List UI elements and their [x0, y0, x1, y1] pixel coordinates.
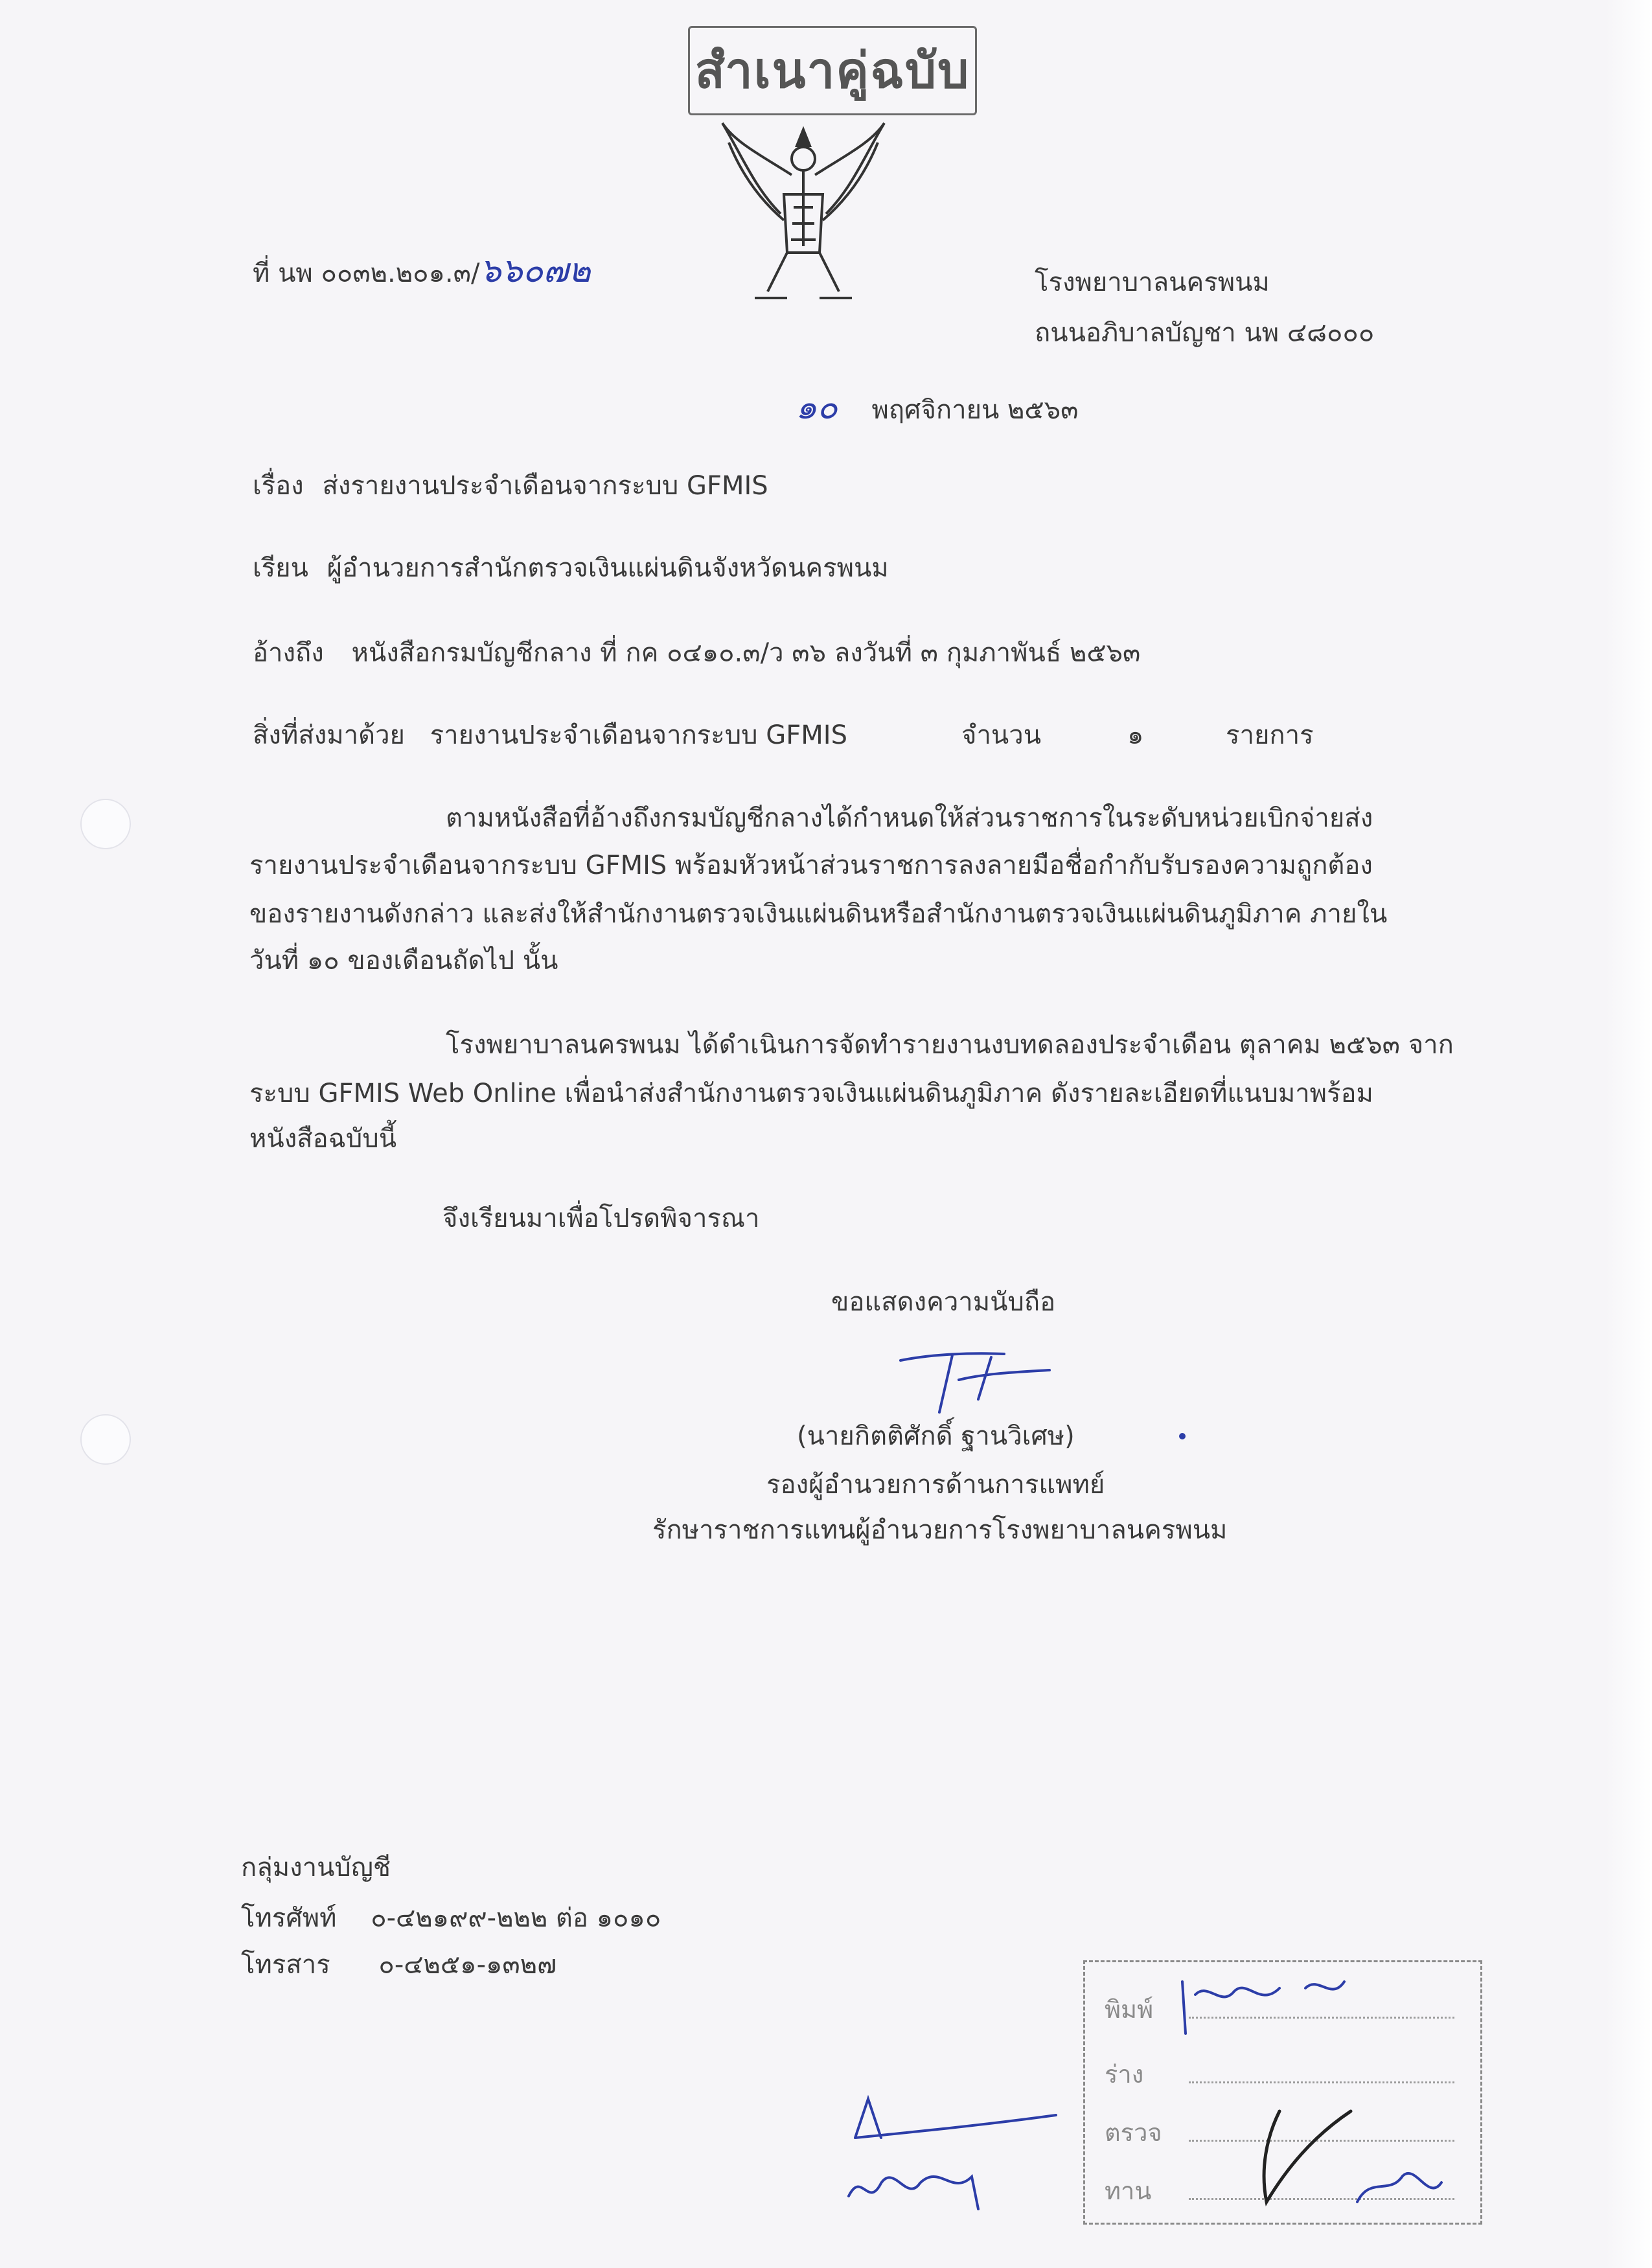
- stamp-row-review-label: ทาน: [1105, 2177, 1152, 2205]
- org-address: ถนนอภิบาลบัญชา นพ ๔๘๐๐๐: [1035, 318, 1375, 348]
- footer-phone: [241, 1903, 661, 1934]
- stamp-handwriting: [1137, 1956, 1474, 2221]
- closing-request: จึงเรียนมาเพื่อโปรดพิจารณา: [442, 1204, 760, 1233]
- to-line: [253, 553, 889, 584]
- body-paragraph-1-line: รายงานประจำเดือนจากระบบ GFMIS พร้อมหัวหน้าส่วนราชการลงลายมือชื่อกำกับรับรองความถูกต้อง: [249, 851, 1373, 880]
- reference-value: หนังสือกรมบัญชีกลาง ที่ กค ๐๔๑๐.๓/ว ๓๖ ลงวันที่ ๓ กุมภาพันธ์ ๒๕๖๓: [351, 638, 1141, 668]
- signatory-acting-position: รักษาราชการแทนผู้อำนวยการโรงพยาบาลนครพนม: [652, 1515, 1228, 1545]
- document-date: [796, 387, 1078, 428]
- subject-line: [253, 470, 768, 501]
- date-day-handwritten: ๑๐: [796, 388, 838, 427]
- filing-stamp: [1083, 1960, 1482, 2225]
- stamp-row-print-label: พิมพ์: [1105, 1995, 1154, 2024]
- subject-value: ส่งรายงานประจำเดือนจากระบบ GFMIS: [322, 471, 768, 501]
- enclosure-value: รายงานประจำเดือนจากระบบ GFMIS: [430, 720, 847, 750]
- fax-value: ๐-๔๒๕๑-๑๓๒๗: [378, 1950, 557, 1980]
- footer-department: กลุ่มงานบัญชี: [241, 1853, 391, 1883]
- stamp-row-check-label: ตรวจ: [1105, 2118, 1162, 2147]
- reference-label: อ้างถึง: [253, 638, 324, 668]
- body-paragraph-2-line: หนังสือฉบับนี้: [249, 1124, 397, 1154]
- punch-hole: [80, 1414, 131, 1465]
- scan-edge: [1605, 0, 1652, 2268]
- ink-dot: [1179, 1433, 1186, 1439]
- enclosure-qty-label: จำนวน: [961, 720, 1042, 750]
- to-value: ผู้อำนวยการสำนักตรวจเงินแผ่นดินจังหวัดนครพนม: [327, 553, 889, 583]
- to-label: เรียน: [253, 553, 308, 583]
- signatory-position: รองผู้อำนวยการด้านการแพทย์: [766, 1470, 1105, 1500]
- body-paragraph-1-line: ของรายงานดังกล่าว และส่งให้สำนักงานตรวจเงินแผ่นดินหรือสำนักงานตรวจเงินแผ่นดินภูมิภาค ภายใน: [249, 899, 1388, 929]
- enclosure-unit: รายการ: [1226, 720, 1314, 750]
- enclosure-qty: ๑: [1127, 720, 1144, 750]
- subject-label: เรื่อง: [253, 471, 304, 501]
- document-number: [253, 251, 591, 291]
- footer-fax: [241, 1949, 556, 1980]
- signatory-name: (นายกิตติศักดิ์ ฐานวิเศษ): [797, 1421, 1075, 1451]
- phone-value: ๐-๔๒๑๙๙-๒๒๒ ต่อ ๑๐๑๐: [371, 1903, 661, 1933]
- closing-salutation: ขอแสดงความนับถือ: [831, 1287, 1056, 1317]
- initials-handwritten: [842, 2086, 1062, 2222]
- enclosure-line: [253, 720, 847, 751]
- copy-stamp: สำเนาคู่ฉบับ: [688, 26, 977, 115]
- phone-label: โทรศัพท์: [241, 1903, 337, 1933]
- body-paragraph-2-line: ระบบ GFMIS Web Online เพื่อนำส่งสำนักงานตรวจเงินแผ่นดินภูมิภาค ดังรายละเอียดที่แนบมาพร้อม: [249, 1079, 1373, 1108]
- document-number-handwritten: ๖๖๐๗๒: [479, 251, 591, 290]
- reference-line: [253, 637, 1140, 669]
- body-paragraph-1-line: ตามหนังสือที่อ้างถึงกรมบัญชีกลางได้กำหนดให้ส่วนราชการในระดับหน่วยเบิกจ่ายส่ง: [446, 803, 1373, 833]
- garuda-emblem: [716, 117, 891, 311]
- document-number-prefix: ที่ นพ ๐๐๓๒.๒๐๑.๓/: [253, 258, 480, 288]
- body-paragraph-2-line: โรงพยาบาลนครพนม ได้ดำเนินการจัดทำรายงานงบทดลองประจำเดือน ตุลาคม ๒๕๖๓ จาก: [446, 1030, 1454, 1060]
- stamp-row-draft-label: ร่าง: [1105, 2060, 1144, 2089]
- signature-handwritten: [894, 1347, 1062, 1419]
- date-month-year: พฤศจิกายน ๒๕๖๓: [871, 395, 1079, 425]
- fax-label: โทรสาร: [241, 1950, 330, 1980]
- body-paragraph-1-line: วันที่ ๑๐ ของเดือนถัดไป นั้น: [249, 946, 558, 976]
- org-name: โรงพยาบาลนครพนม: [1035, 268, 1270, 297]
- enclosure-label: สิ่งที่ส่งมาด้วย: [253, 720, 405, 750]
- punch-hole: [80, 799, 131, 849]
